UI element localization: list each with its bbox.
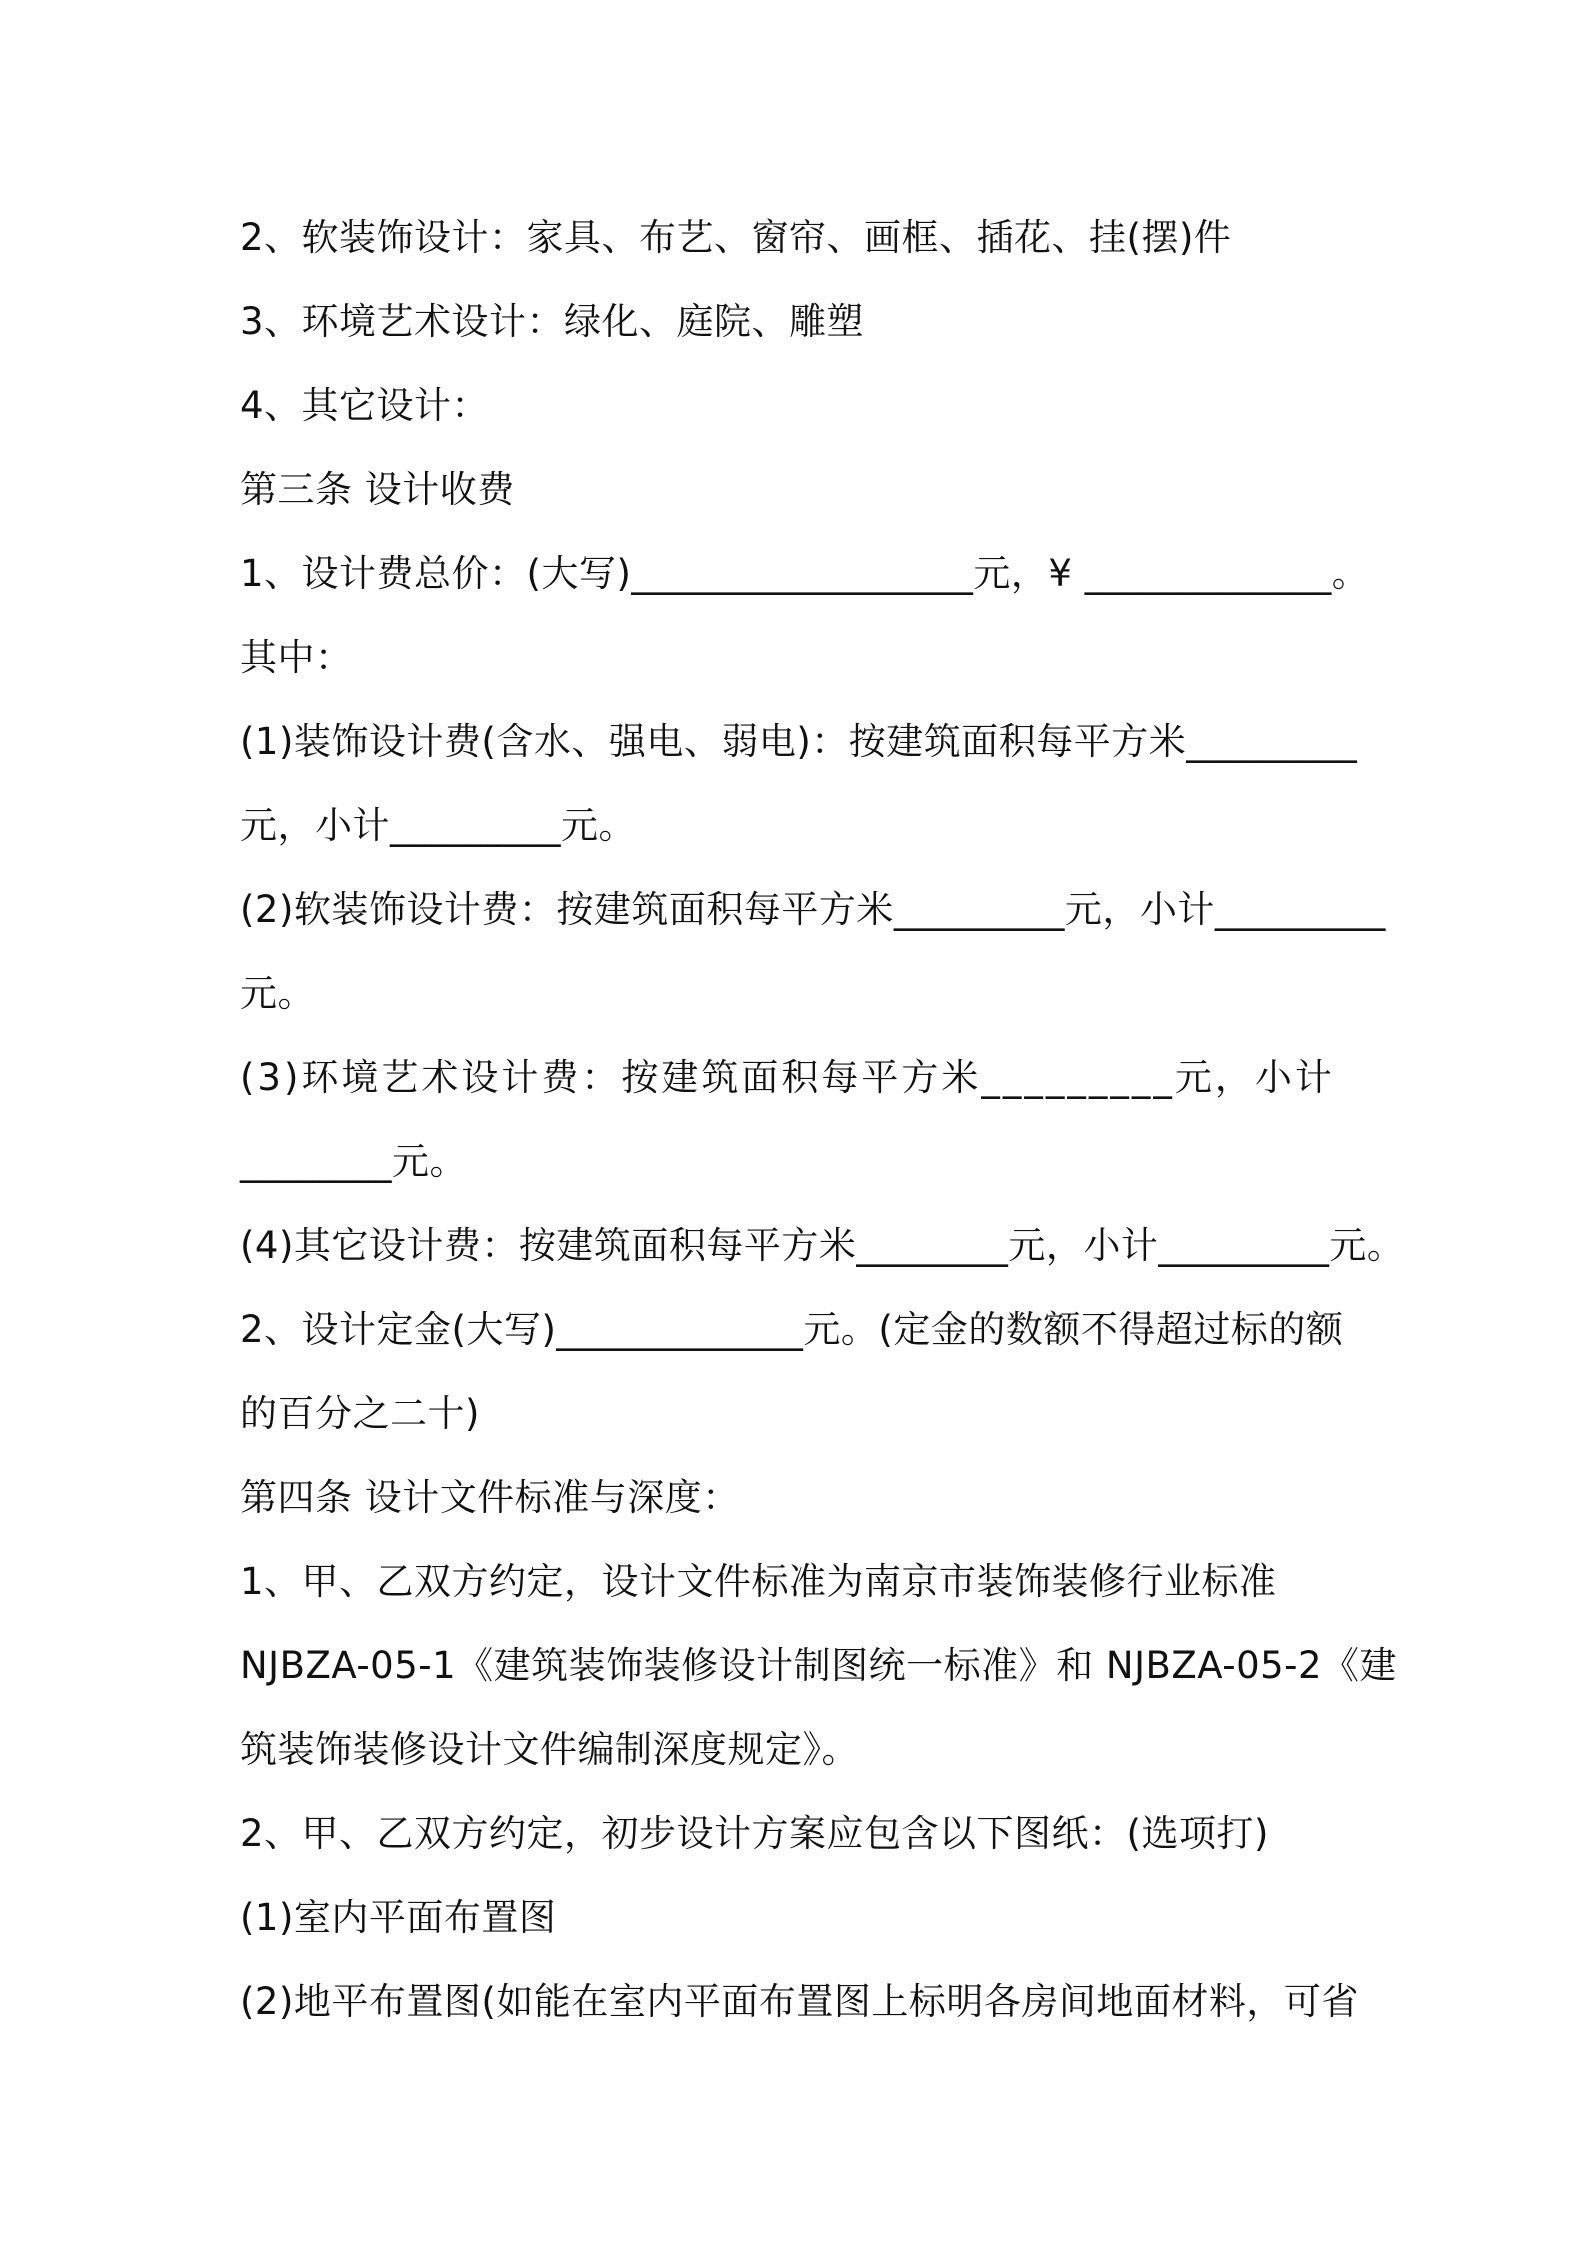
section-heading-article-4: 第四条 设计文件标准与深度： <box>240 1476 740 1519</box>
text-line-soft-decoration-fee: (2)软装饰设计费：按建筑面积每平方米_________元，小计_________ <box>240 888 1386 931</box>
text-line-design-deposit-cont: 的百分之二十) <box>240 1392 480 1435</box>
text-line-environment-art: 3、环境艺术设计：绿化、庭院、雕塑 <box>240 300 865 343</box>
text-line-preliminary-drawings: 2、甲、乙双方约定，初步设计方案应包含以下图纸：(选项打) <box>240 1812 1269 1855</box>
text-line-total-fee: 1、设计费总价：(大写)__________________元，¥ _____________。 <box>240 552 1370 595</box>
text-line-decoration-fee: (1)装饰设计费(含水、强电、弱电)：按建筑面积每平方米_________ <box>240 720 1358 763</box>
text-line-design-deposit: 2、设计定金(大写)_____________元。(定金的数额不得超过标的额 <box>240 1308 1344 1351</box>
text-line-standard-agreement: 1、甲、乙双方约定，设计文件标准为南京市装饰装修行业标准 <box>240 1560 1277 1603</box>
text-line-other-design: 4、其它设计： <box>240 384 490 427</box>
document-body <box>240 196 1405 2044</box>
text-line-soft-decoration-fee-cont: 元。 <box>240 972 315 1015</box>
section-heading-article-3: 第三条 设计收费 <box>240 468 515 511</box>
text-line-standard-names: NJBZA-05-1《建筑装饰装修设计制图统一标准》和 NJBZA-05-2《建 <box>240 1644 1398 1687</box>
text-line-standard-names-cont: 筑装饰装修设计文件编制深度规定》。 <box>240 1728 859 1771</box>
text-line-environment-art-fee: (3)环境艺术设计费：按建筑面积每平方米_________元，小计 <box>240 1056 1335 1099</box>
text-line-ground-layout: (2)地平布置图(如能在室内平面布置图上标明各房间地面材料，可省 <box>240 1980 1359 2023</box>
text-line-environment-art-fee-cont: ________元。 <box>240 1140 467 1183</box>
text-line-floor-plan: (1)室内平面布置图 <box>240 1896 557 1939</box>
text-line-decoration-fee-cont: 元，小计_________元。 <box>240 804 636 847</box>
text-line-among-which: 其中： <box>240 636 353 679</box>
text-line-other-design-fee: (4)其它设计费：按建筑面积每平方米________元，小计_________元。 <box>240 1224 1405 1267</box>
text-line-soft-decoration: 2、软装饰设计：家具、布艺、窗帘、画框、插花、挂(摆)件 <box>240 216 1232 259</box>
